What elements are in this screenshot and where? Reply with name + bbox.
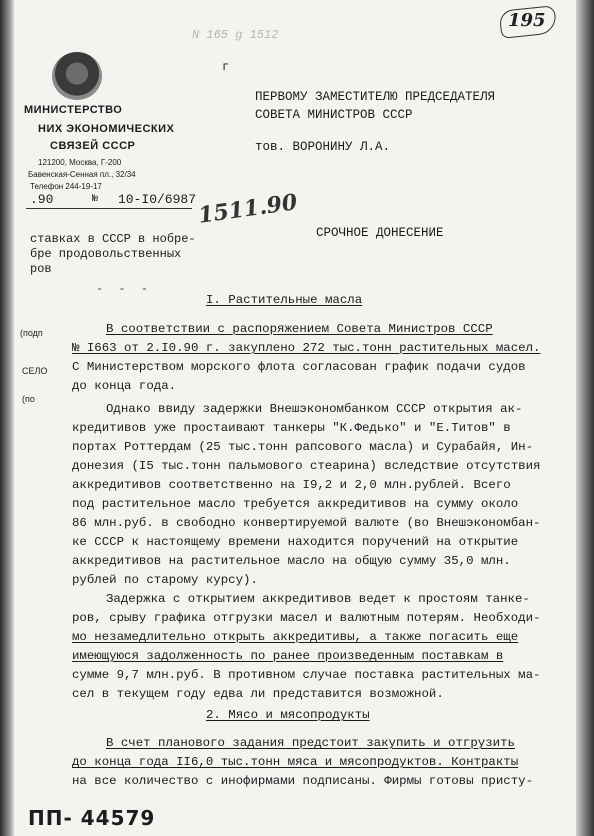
letter-date: .90 xyxy=(30,192,54,207)
section-2-paragraph-1 xyxy=(72,734,533,791)
handwritten-reg-number: 1511.90 xyxy=(196,189,299,229)
number-sign: № xyxy=(92,194,99,205)
s1p2-line-8: ке СССР к настоящему времени находится поручений на открытие xyxy=(72,535,519,549)
s2p1-line-2: до конца года II6,0 тыс.тонн мяса и мясопродуктов. Контракты xyxy=(72,755,519,769)
s1p3-line-6: сел в текущем году едва ли представится возможной. xyxy=(72,687,444,701)
s1p1-line-2: № I663 от 2.I0.90 г. закуплено 272 тыс.тонн растительных масел. xyxy=(72,341,541,355)
s2p1-line-1: В счет планового задания предстоит закупить и отгрузить xyxy=(106,736,515,750)
section-1-paragraph-2 xyxy=(72,400,540,590)
recipient-line-3: тов. ВОРОНИНУ Л.А. xyxy=(255,140,391,154)
s1p3-line-5: сумме 9,7 млн.руб. В противном случае поставка растительных ма- xyxy=(72,668,541,682)
margin-mark-2: СЕЛО xyxy=(22,366,48,376)
s1p3-line-3: мо незамедлительно открыть аккредитивы, а также погасить еще xyxy=(72,630,519,644)
section-1-heading: I. Растительные масла xyxy=(206,293,363,307)
number-underline xyxy=(26,208,192,209)
subject-line-3: ров xyxy=(30,262,52,276)
report-title: СРОЧНОЕ ДОНЕСЕНИЕ xyxy=(316,226,444,240)
s1p2-line-6: под растительное масло требуется аккредитивов на сумму около xyxy=(72,497,519,511)
recipient-line-1: ПЕРВОМУ ЗАМЕСТИТЕЛЮ ПРЕДСЕДАТЕЛЯ xyxy=(255,90,496,104)
dotted-separator: - - - xyxy=(96,282,153,296)
section-1-paragraph-1 xyxy=(72,320,540,396)
subject-line-1: ставках в СССР в нобре- xyxy=(30,232,196,246)
scan-edge-left xyxy=(0,0,14,836)
s1p1-line-3: С Министерством морского флота согласован график подачи судов xyxy=(72,360,526,374)
margin-mark-3: (по xyxy=(22,394,35,404)
s1p2-line-10: рублей по старому курсу). xyxy=(72,573,258,587)
scan-edge-right xyxy=(576,0,594,836)
recipient-mark: г xyxy=(222,60,230,74)
page-number: 195 xyxy=(508,10,546,31)
s1p2-line-2: кредитивов уже простаивают танкеры "К.Федько" и "Е.Титов" в xyxy=(72,421,511,435)
s1p3-line-4: имеющуюся задолженность по ранее произведенным поставкам в xyxy=(72,649,504,663)
address-line-3: Телефон 244-19-17 xyxy=(30,182,102,191)
margin-mark-1: (подп xyxy=(20,328,43,338)
address-line-1: 121200, Москва, Г-200 xyxy=(38,158,122,167)
s1p2-line-7: 86 млн.руб. в свободно конвертируемой валюте (во Внешэкономбан- xyxy=(72,516,541,530)
s1p3-line-1: Задержка с открытием аккредитивов ведет к простоям танке- xyxy=(106,592,530,606)
s1p2-line-1: Однако ввиду задержки Внешэкономбанком СССР открытия ак- xyxy=(106,402,523,416)
section-1-paragraph-3 xyxy=(72,590,540,704)
faint-archive-stamp: N 165 g 1512 xyxy=(192,28,279,42)
subject-line-2: бре продовольственных xyxy=(30,247,182,261)
s1p2-line-4: донезия (I5 тыс.тонн пальмового стеарина) вследствие отсутствия xyxy=(72,459,541,473)
ussr-emblem xyxy=(52,52,102,100)
s1p1-line-4: до конца года. xyxy=(72,379,177,393)
s1p2-line-9: аккредитивов на растительное масло на общую сумму 35,0 млн. xyxy=(72,554,511,568)
ministry-line-2: НИХ ЭКОНОМИЧЕСКИХ xyxy=(38,123,175,135)
s1p2-line-5: аккредитивов соответственно на I9,2 и 2,0 млн.рублей. Всего xyxy=(72,478,511,492)
letter-number: 10-I0/6987 xyxy=(118,192,197,207)
s2p1-line-3: на все количество с инофирмами подписаны. Фирмы готовы присту- xyxy=(72,774,534,788)
left-margin-marks xyxy=(14,300,48,420)
section-2-heading: 2. Мясо и мясопродукты xyxy=(206,708,370,722)
s1p2-line-3: портах Роттердам (25 тыс.тонн рапсового масла) и Сурабайя, Ин- xyxy=(72,440,534,454)
address-line-2: Бавенская-Сенная пл., 32/34 xyxy=(28,170,136,179)
archive-code: ПП- 44579 xyxy=(28,806,156,830)
recipient-line-2: СОВЕТА МИНИСТРОВ СССР xyxy=(255,108,413,122)
s1p3-line-2: ров, срыву графика отгрузки масел и валютным потерям. Необходи- xyxy=(72,611,541,625)
s1p1-line-1: В соответствии с распоряжением Совета Министров СССР xyxy=(106,322,493,336)
ministry-line-3: СВЯЗЕЙ СССР xyxy=(50,140,136,152)
ministry-line-1: МИНИСТЕРСТВО xyxy=(24,104,123,116)
